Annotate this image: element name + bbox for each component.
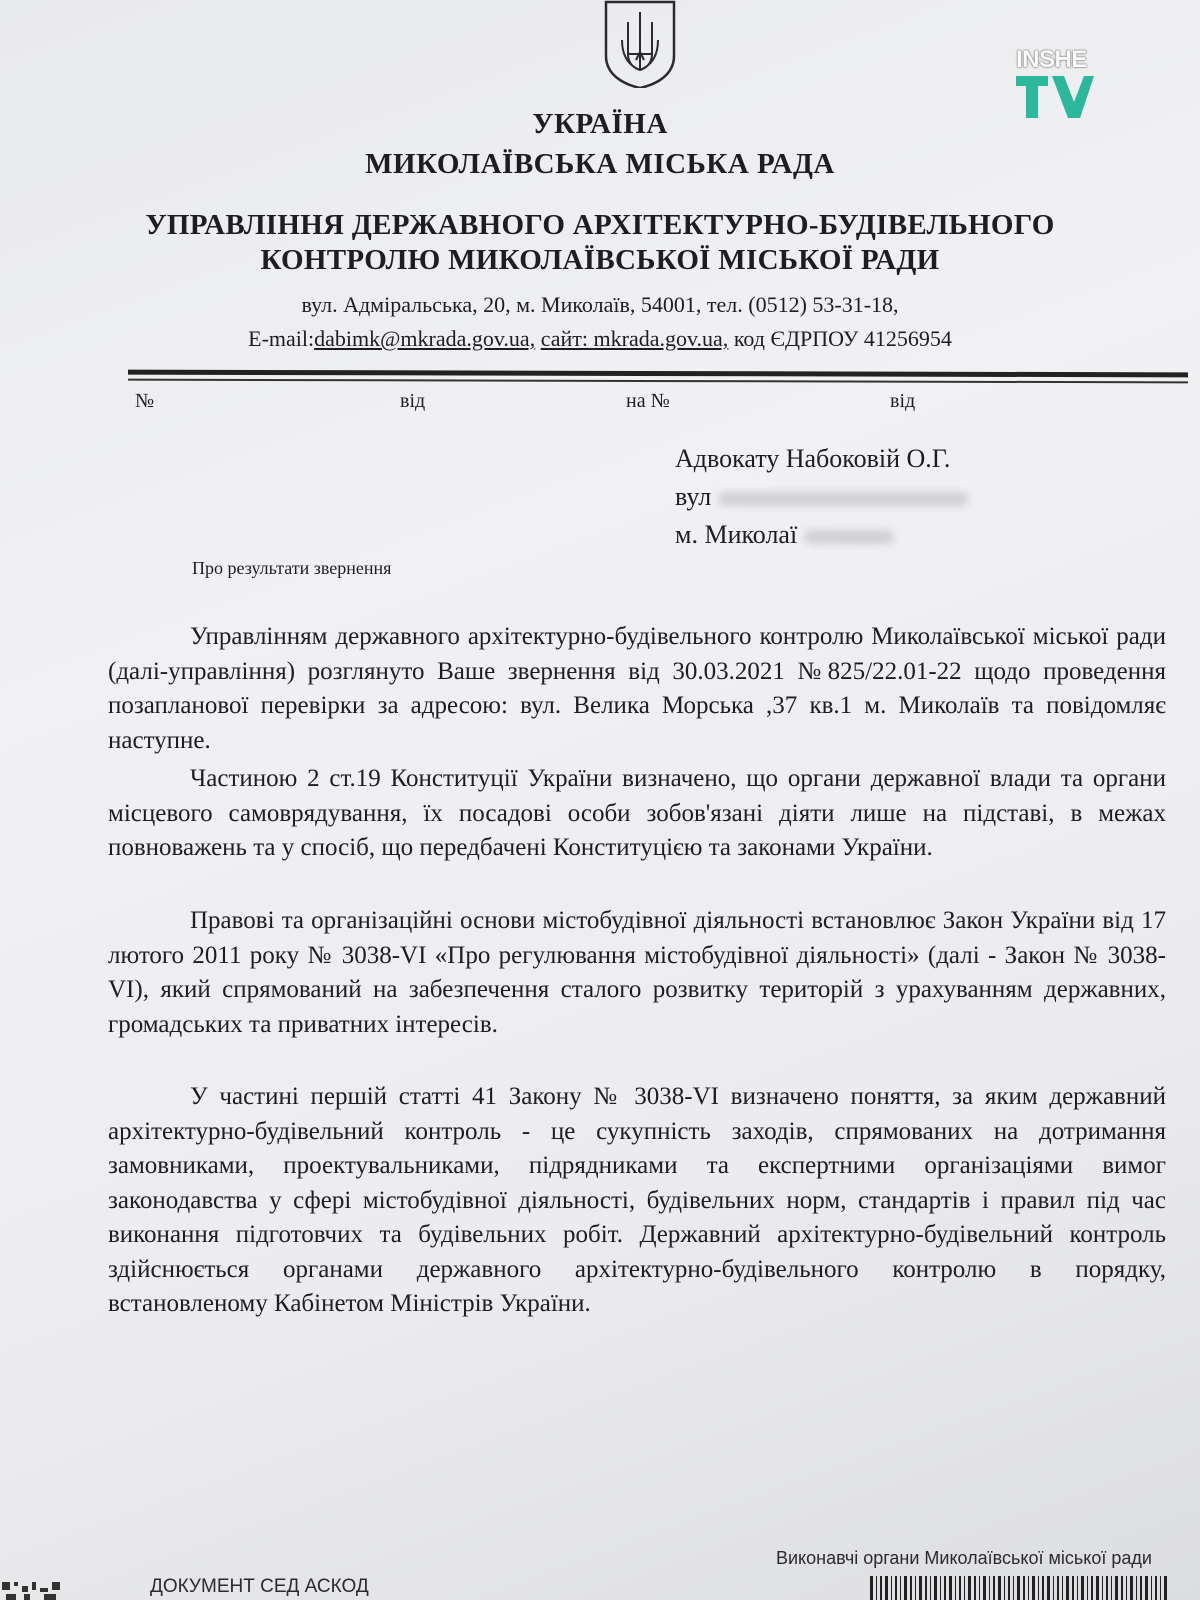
body-paragraph-2: Частиною 2 ст.19 Конституції України визначено, що органи державної влади та органи місцевого самоврядування, їх посадові особи зобов'язані діяти лише на підставі, в межах повноважень та у спосіб, що передбачені Конституцією та законами України. (108, 765, 1166, 861)
body-paragraph-4: У частині першій статті 41 Закону № 3038-VI визначено поняття, за яким державний архітектурно-будівельний контроль - це сукупність заходів, спрямованих на дотримання замовниками, проектувальниками, підрядниками та експертними організаціями вимог законодавства у сфері містобудівної діяльності, будівельних норм, стандартів і правил під час виконання підготовчих та будівельних робіт. Державний архітектурно-будівельний контроль здійснюється органами державного архітектурно-будівельного контролю в порядку, встановленому Кабінетом Міністрів України. (108, 1083, 1166, 1317)
body-paragraph-1: Управлінням державного архітектурно-будівельного контролю Миколаївської міської ради (далі-управління) розглянуто Ваше звернення від 30.03.2021 №825/22.01-22 щодо проведення позапланової перевірки за адресою: вул. Велика Морська ,37 кв.1 м. Миколаїв та повідомляє наступне. (108, 623, 1166, 754)
recipient-street-text: вул (675, 482, 712, 511)
redacted-city (804, 530, 894, 544)
edrpou-code: код ЄДРПОУ 41256954 (733, 326, 952, 351)
header-department-line2: КОНТРОЛЮ МИКОЛАЇВСЬКОЇ МІСЬКОЇ РАДИ (260, 244, 940, 276)
barcode-icon (870, 1576, 1170, 1600)
header-department-line1: УПРАВЛІННЯ ДЕРЖАВНОГО АРХІТЕКТУРНО-БУДІВЕЛЬНОГО (145, 209, 1055, 241)
body-paragraph-3: Правові та організаційні основи містобудівної діяльності встановлює Закон України від 17 лютого 2011 року № 3038-VI «Про регулювання містобудівної діяльності» (далі - Закон № 3038-VI), який спрямований на забезпечення сталого розвитку територій з урахуванням державних, громадських та приватних інтересів. (108, 907, 1166, 1038)
header-country: УКРАЇНА (532, 108, 668, 140)
qr-code-icon (0, 1578, 66, 1600)
email-link[interactable]: dabimk@mkrada.gov.ua, (314, 326, 536, 351)
header-divider-thick (128, 370, 1188, 378)
email-label: E-mail: (248, 326, 315, 351)
ref-number-label: на № (626, 390, 670, 412)
recipient-city (675, 520, 894, 550)
coat-of-arms-icon (600, 0, 680, 88)
recipient-street (675, 482, 968, 512)
header-divider-thin (128, 379, 1188, 384)
logo-text: INSHE (1016, 46, 1087, 73)
footer-document-system: ДОКУМЕНТ СЕД АСКОД (150, 1576, 369, 1597)
subject-line: Про результати звернення (192, 558, 392, 578)
ref-from-label: від (890, 390, 916, 412)
header-contacts (0, 326, 1200, 352)
number-label: № (135, 390, 155, 412)
header-address: вул. Адміральська, 20, м. Миколаїв, 54001, тел. (0512) 53-31-18, (301, 292, 899, 317)
recipient-city-text: м. Миколаї (675, 520, 798, 549)
header-council: МИКОЛАЇВСЬКА МІСЬКА РАДА (365, 148, 835, 180)
site-link[interactable]: сайт: mkrada.gov.ua, (540, 326, 729, 351)
from-label: від (400, 390, 426, 412)
recipient-name: Адвокату Набоковій О.Г. (675, 444, 951, 473)
footer-executive-bodies: Виконавчі органи Миколаївської міської ради (776, 1548, 1152, 1568)
redacted-address (718, 492, 968, 506)
